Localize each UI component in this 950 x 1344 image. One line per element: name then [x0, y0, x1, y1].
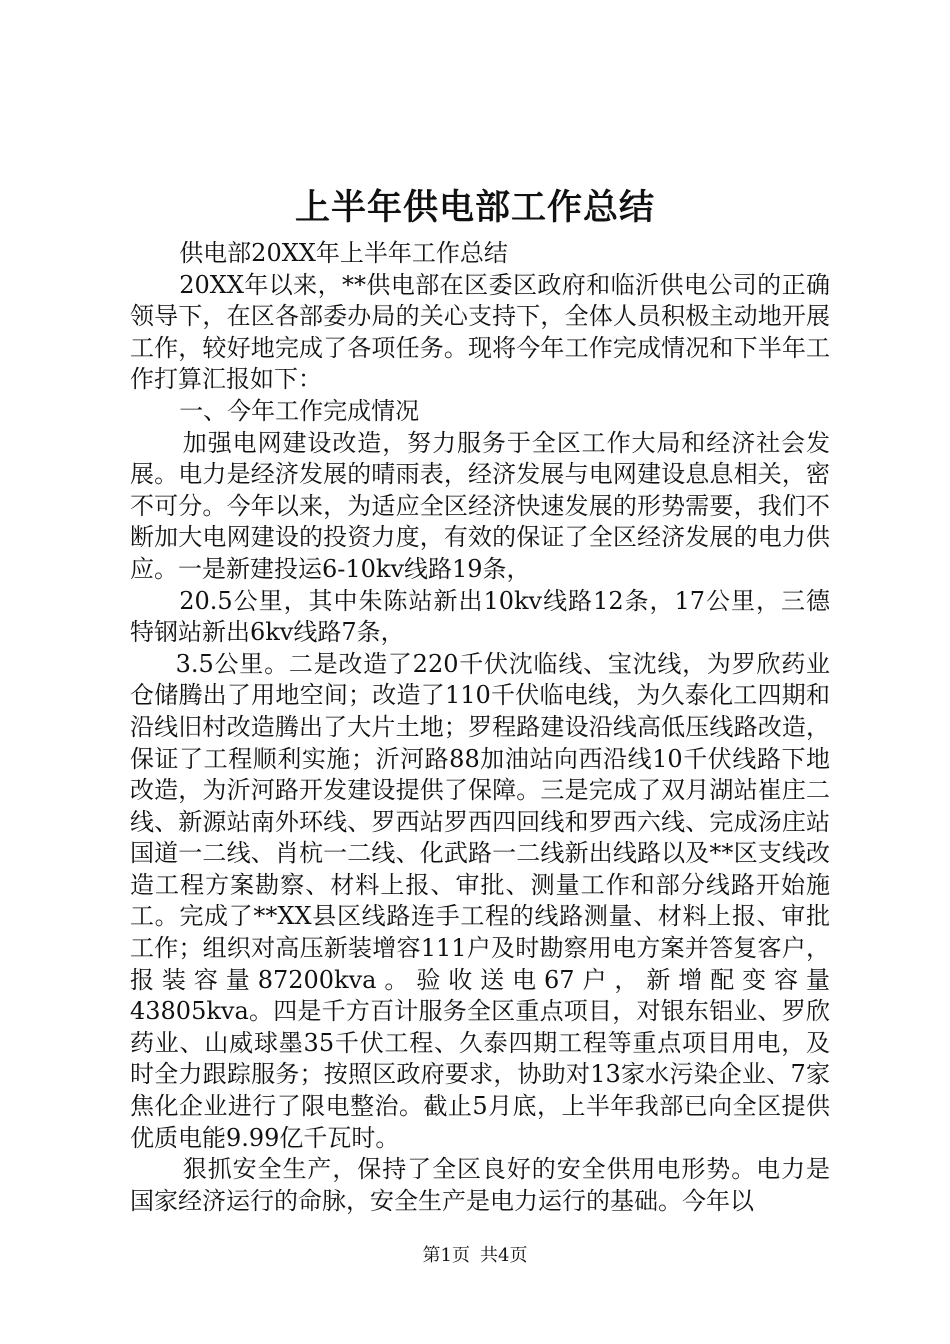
paragraph-line-renovation: 3.5公里。二是改造了220千伏沈临线、宝沈线，为罗欣药业仓储腾出了用地空间；改造了110千伏临电线，为久泰化工四期和沿线旧村改造腾出了大片土地；罗程路建设沿线高低压线路改造，保证了工程顺利实施；沂河路88加油站向西沿线10千伏线路下地改造，为沂河路开发建设提供了保障。三是完成了双月湖站崔庄二线、新源站南外环线、罗西站罗西四回线和罗西六线、完成汤庄站国道一二线、肖杭一二线、化武路一二线新出线路以及**区支线改造工程方案勘察、材料上报、审批、测量工作和部分线路开始施工。完成了**XX县区线路连手工程的线路测量、材料上报、审批工作；组织对高压新装增容111户及时勘察用电方案并答复客户，报装容量87200kva。验收送电67户，新增配变容量43805kva。四是千方百计服务全区重点项目，对银东铝业、罗欣药业、山威球墨35千伏工程、久泰四期工程等重点项目用电，及时全力跟踪服务；按照区政府要求，协助对13家水污染企业、7家焦化企业进行了限电整治。截止5月底，上半年我部已向全区提供优质电能9.99亿千瓦时。 [130, 649, 830, 1152]
page-total: 共4页 [480, 1245, 528, 1266]
paragraph-intro: 20XX年以来，**供电部在区委区政府和临沂供电公司的正确领导下，在区各部委办局的关心支持下，全体人员积极主动地开展工作，较好地完成了各项任务。现将今年工作完成情况和下半年工作打算汇报如下： [130, 270, 830, 394]
paragraph-grid-construction: 加强电网建设改造，努力服务于全区工作大局和经济社会发展。电力是经济发展的晴雨表，经济发展与电网建设息息相关，密不可分。今年以来，为适应全区经济快速发展的形势需要，我们不断加大电网建设的投资力度，有效的保证了全区经济发展的电力供应。一是新建投运6-10kv线路19条， [130, 428, 830, 583]
document-body [130, 238, 830, 1217]
paragraph-line-length: 20.5公里，其中朱陈站新出10kv线路12条，17公里，三德特钢站新出6kv线路7条， [130, 586, 830, 647]
paragraph-safety: 狠抓安全生产，保持了全区良好的安全供用电形势。电力是国家经济运行的命脉，安全生产是电力运行的基础。今年以 [130, 1155, 830, 1215]
paragraph-subtitle: 供电部20XX年上半年工作总结 [179, 239, 508, 267]
document-title: 上半年供电部工作总结 [294, 187, 655, 228]
section-heading: 一、今年工作完成情况 [179, 396, 420, 425]
page-footer [0, 1244, 950, 1268]
page-number: 第1页 [422, 1245, 470, 1266]
